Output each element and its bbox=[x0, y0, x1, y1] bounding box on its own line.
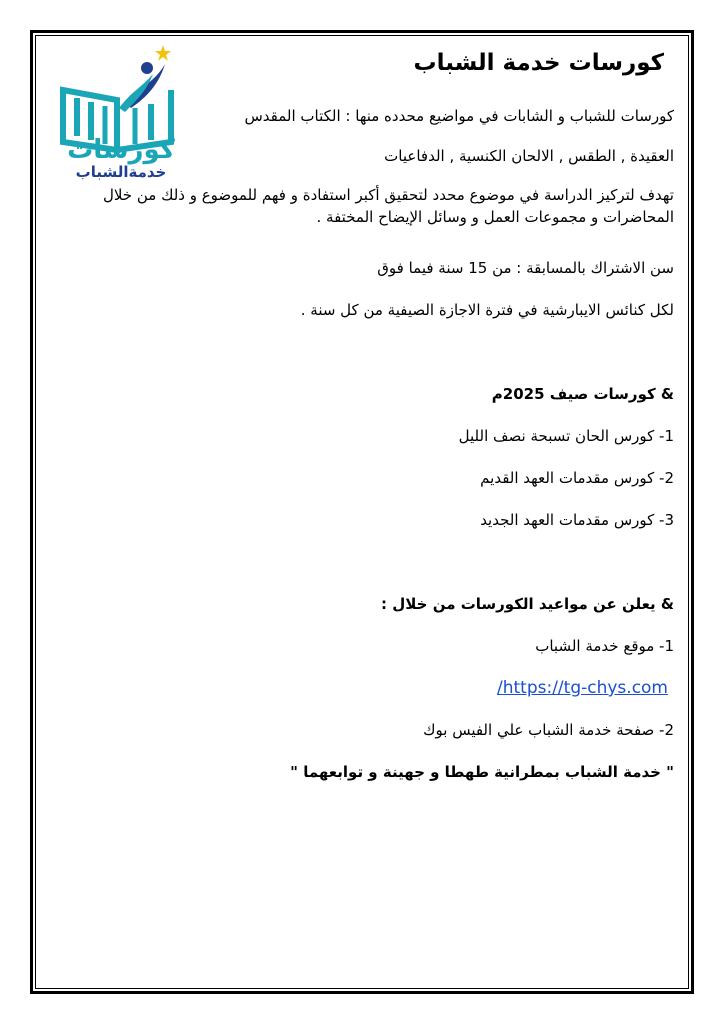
logo-sub-text: خدمةالشباب bbox=[75, 163, 167, 181]
logo-main-text: كورسات bbox=[67, 135, 175, 165]
age-requirement: سن الاشتراك بالمسابقة : من 15 سنة فيما فوق bbox=[377, 259, 674, 277]
page-content bbox=[36, 36, 688, 988]
footer-signature: " خدمة الشباب بمطرانية طهطا و جهينة و توابعهما " bbox=[290, 763, 674, 781]
summer-courses-heading: & كورسات صيف 2025م bbox=[491, 385, 674, 403]
intro-line-1: كورسات للشباب و الشابات في مواضيع محدده منها : الكتاب المقدس bbox=[244, 107, 674, 125]
churches-note: لكل كنائس الايبارشية في فترة الاجازة الصيفية من كل سنة . bbox=[300, 301, 674, 319]
intro-line-2: العقيدة , الطقس , الالحان الكنسية , الدفاعيات bbox=[384, 147, 674, 165]
person-head-icon bbox=[141, 62, 153, 74]
course-item-3: 3- كورس مقدمات العهد الجديد bbox=[480, 511, 674, 529]
announcement-heading: & يعلن عن مواعيد الكورسات من خلال : bbox=[381, 595, 674, 613]
announcement-item-1: 1- موقع خدمة الشباب bbox=[535, 637, 674, 655]
star-icon bbox=[155, 45, 171, 61]
page-title: كورسات خدمة الشباب bbox=[413, 50, 664, 76]
logo bbox=[55, 42, 185, 182]
intro-paragraph: تهدف لتركيز الدراسة في موضوع محدد لتحقيق أكبر استفادة و فهم للموضوع و ذلك من خلال المحاضرات و مجموعات العمل و وسائل الإيضاح المختفة . bbox=[102, 186, 674, 226]
course-item-2: 2- كورس مقدمات العهد القديم bbox=[480, 469, 674, 487]
announcement-item-2: 2- صفحة خدمة الشباب علي الفيس بوك bbox=[423, 721, 674, 739]
course-item-1: 1- كورس الحان تسبحة نصف الليل bbox=[458, 427, 674, 445]
website-link[interactable]: https://tg-chys.com/ bbox=[496, 678, 668, 698]
